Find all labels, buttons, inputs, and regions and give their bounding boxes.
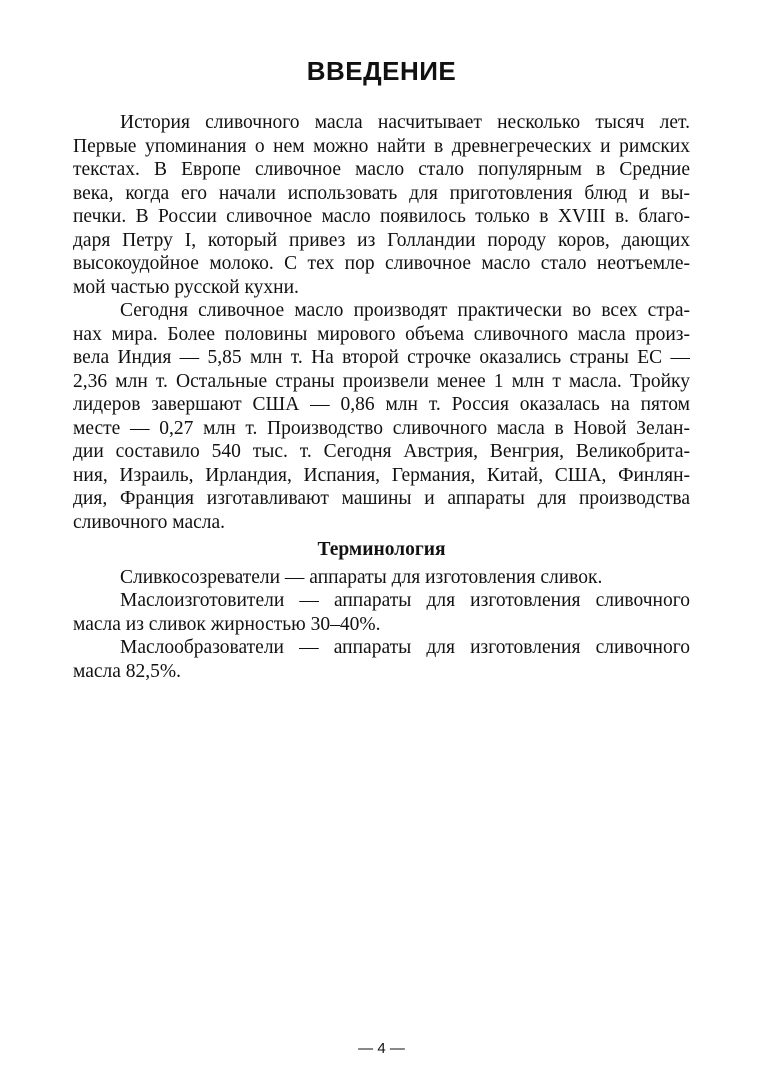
text-line: масла 82,5%. xyxy=(73,660,182,682)
text-line: века, когда его начали использовать для приготовления блюд и вы- xyxy=(73,182,690,204)
body-text xyxy=(73,111,690,683)
text-line: масла из сливок жирностью 30–40%. xyxy=(73,613,381,635)
text-line: Маслообразователи — аппараты для изготовления сливочного xyxy=(120,637,690,658)
text-line: сливочного масла. xyxy=(73,511,226,533)
term-item xyxy=(73,636,690,683)
term-item xyxy=(73,589,690,636)
text-line: даря Петру I, который привез из Голландии породу коров, дающих xyxy=(73,229,690,251)
text-line: дия, Франция изготавливают машины и аппараты для производства xyxy=(73,488,690,509)
text-line: месте — 0,27 млн т. Производство сливочного масла в Новой Зелан- xyxy=(73,417,690,439)
text-line: Сегодня сливочное масло производят практически во всех стра- xyxy=(120,300,690,321)
text-line: нах мира. Более половины мирового объема сливочного масла произ- xyxy=(73,323,690,345)
text-line: История сливочного масла насчитывает несколько тысяч лет. xyxy=(120,112,690,133)
page-title: ВВЕДЕНИЕ xyxy=(306,56,457,86)
text-line: вела Индия — 5,85 млн т. На второй строчке оказались страны ЕС — xyxy=(73,347,690,368)
text-line: Сливкосозреватели — аппараты для изготовления сливок. xyxy=(120,566,603,588)
text-line: мой частью русской кухни. xyxy=(73,276,299,298)
text-line: печки. В России сливочное масло появилось только в XVIII в. благо- xyxy=(73,206,690,227)
page-number: — 4 — xyxy=(358,1040,405,1057)
text-line: текстах. В Европе сливочное масло стало популярным в Средние xyxy=(73,159,690,180)
text-line: 2,36 млн т. Остальные страны произвели менее 1 млн т масла. Тройку xyxy=(73,370,690,392)
paragraph-production xyxy=(73,299,690,534)
text-line: лидеров завершают США — 0,86 млн т. Россия оказалась на пятом xyxy=(73,394,690,415)
paragraph-history xyxy=(73,111,690,299)
document-page xyxy=(73,0,690,1079)
text-line: дии составило 540 тыс. т. Сегодня Австрия, Венгрия, Великобрита- xyxy=(73,441,690,462)
term-item xyxy=(73,566,690,590)
text-line: ния, Израиль, Ирландия, Испания, Германия, Китай, США, Финлян- xyxy=(73,464,690,486)
text-line: Первые упоминания о нем можно найти в древнегреческих и римских xyxy=(73,135,690,157)
text-line: высокоудойное молоко. С тех пор сливочное масло стало неотъемле- xyxy=(73,253,690,274)
section-heading: Терминология xyxy=(317,539,446,560)
text-line: Маслоизготовители — аппараты для изготовления сливочного xyxy=(120,590,690,611)
